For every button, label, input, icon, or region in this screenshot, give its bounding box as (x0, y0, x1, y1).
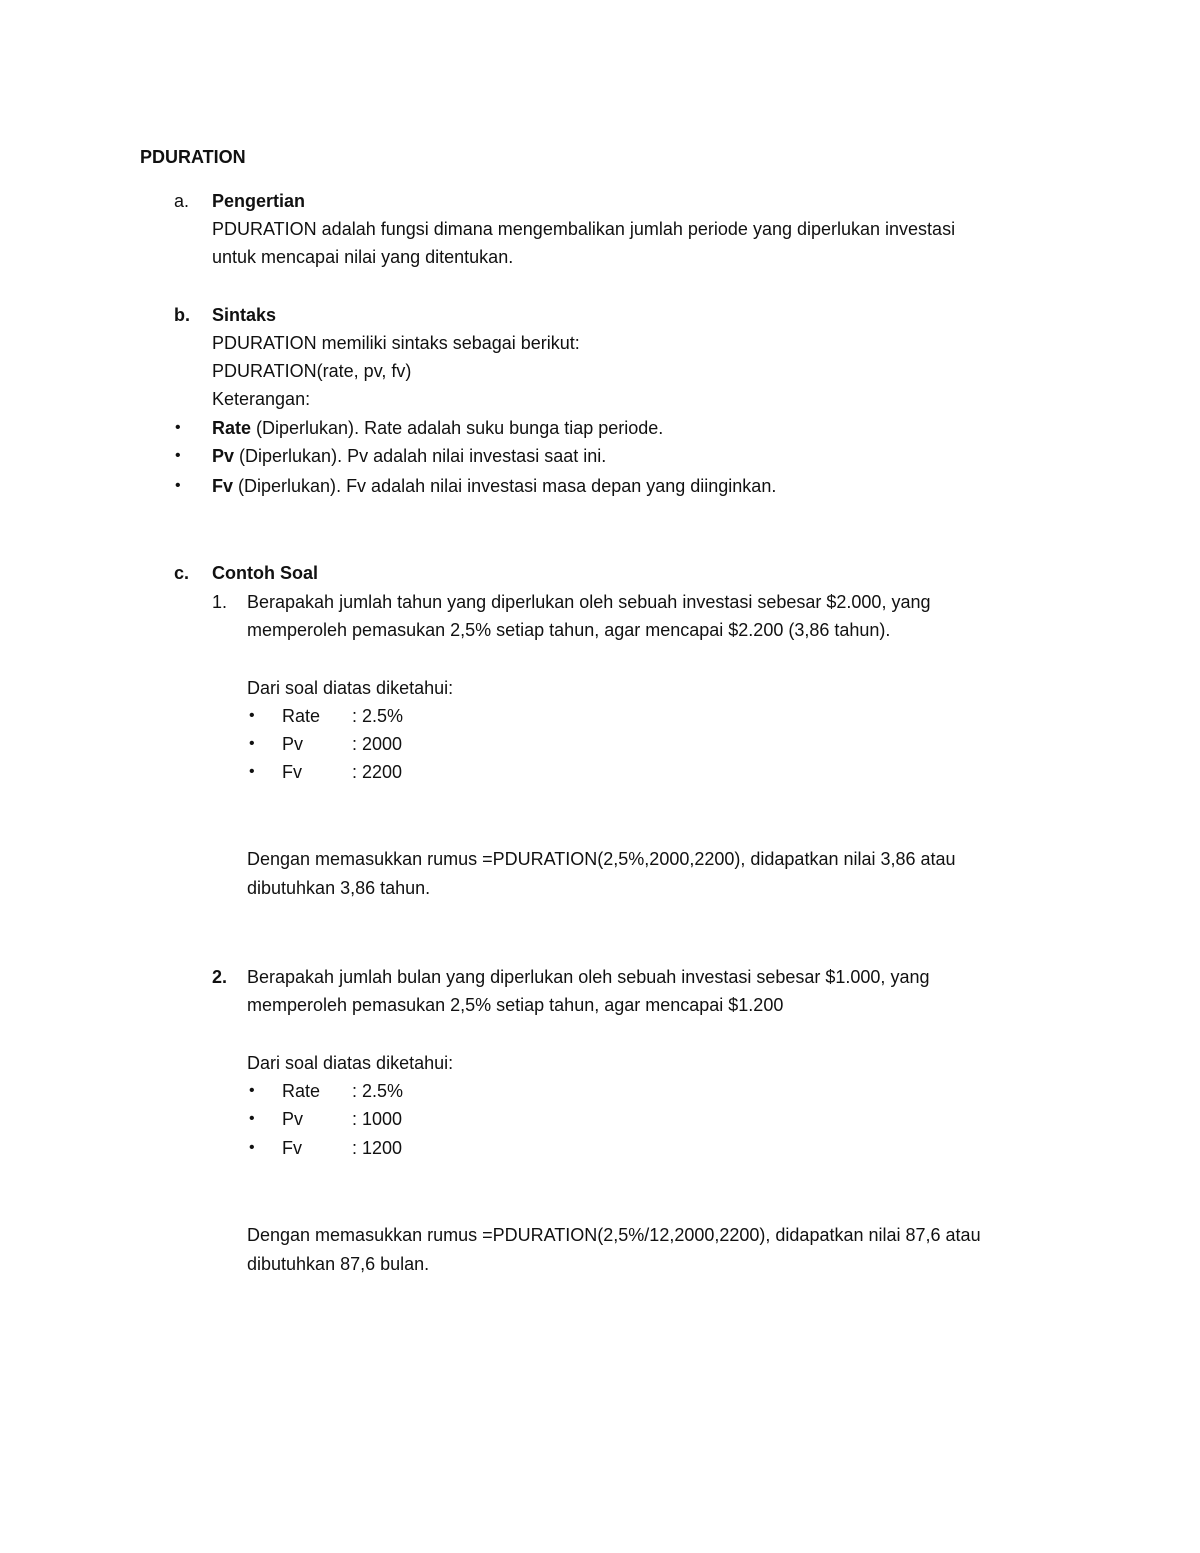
var-label: Pv (282, 1109, 304, 1129)
arg-term: Rate (212, 418, 252, 438)
arg-term: Fv (212, 476, 234, 496)
var-label: Fv (282, 1138, 302, 1158)
var-value: : 1200 (352, 1138, 403, 1158)
bullet-icon: • (249, 707, 255, 724)
example-1-question-line-2: memperoleh pemasukan 2,5% setiap tahun, agar mencapai $2.200 (3,86 tahun). (247, 620, 891, 640)
example-1-result-line-2: dibutuhkan 3,86 tahun. (247, 878, 431, 898)
arg-paren: (Diperlukan) (251, 418, 355, 438)
example-2-result-line-2: dibutuhkan 87,6 bulan. (247, 1254, 430, 1274)
arg-desc: . Fv adalah nilai investasi masa depan yang diinginkan. (336, 476, 777, 496)
arg-paren: (Diperlukan) (233, 476, 337, 496)
var-value: : 2200 (352, 762, 403, 782)
example-2-result-line-1: Dengan memasukkan rumus =PDURATION(2,5%/12,2000,2200), didapatkan nilai 87,6 atau (247, 1225, 981, 1245)
var-label: Fv (282, 762, 302, 782)
bullet-icon: • (249, 1082, 255, 1099)
var-label: Pv (282, 734, 304, 754)
doc-title: PDURATION (140, 147, 246, 167)
section-b-marker: b. (174, 305, 190, 325)
var-label: Rate (282, 1081, 321, 1101)
example-1-question-line-1: Berapakah jumlah tahun yang diperlukan oleh sebuah investasi sebesar $2.000, yang (247, 592, 931, 612)
var-value: : 2000 (352, 734, 403, 754)
section-c-heading: Contoh Soal (212, 563, 318, 583)
arg-desc: . Pv adalah nilai investasi saat ini. (337, 446, 607, 466)
bullet-icon: • (175, 477, 181, 494)
syntax-formula: PDURATION(rate, pv, fv) (212, 361, 412, 381)
definition-line-2: untuk mencapai nilai yang ditentukan. (212, 247, 514, 267)
arg-paren: (Diperlukan) (234, 446, 338, 466)
section-a-marker: a. (174, 191, 190, 211)
example-2-known-label: Dari soal diatas diketahui: (247, 1053, 454, 1073)
example-2-question-line-2: memperoleh pemasukan 2,5% setiap tahun, agar mencapai $1.200 (247, 995, 784, 1015)
var-value: : 2.5% (352, 706, 404, 726)
arg-pv-item (212, 446, 606, 466)
section-c-marker: c. (174, 563, 190, 583)
definition-line-1: PDURATION adalah fungsi dimana mengembalikan jumlah periode yang diperlukan investasi (212, 219, 956, 239)
bullet-icon: • (249, 1110, 255, 1127)
example-1-known-label: Dari soal diatas diketahui: (247, 678, 454, 698)
arg-fv-item (212, 476, 776, 496)
bullet-icon: • (249, 735, 255, 752)
bullet-icon: • (249, 763, 255, 780)
var-value: : 2.5% (352, 1081, 404, 1101)
example-2-number: 2. (212, 967, 228, 987)
var-value: : 1000 (352, 1109, 403, 1129)
section-b-heading: Sintaks (212, 305, 277, 325)
keterangan-label: Keterangan: (212, 389, 311, 409)
arg-desc: . Rate adalah suku bunga tiap periode. (354, 418, 664, 438)
arg-rate-item (212, 418, 663, 438)
example-1-number: 1. (212, 592, 228, 612)
arg-term: Pv (212, 446, 235, 466)
syntax-intro: PDURATION memiliki sintaks sebagai berikut: (212, 333, 580, 353)
example-2-question-line-1: Berapakah jumlah bulan yang diperlukan oleh sebuah investasi sebesar $1.000, yang (247, 967, 930, 987)
bullet-icon: • (175, 447, 181, 464)
bullet-icon: • (249, 1139, 255, 1156)
bullet-icon: • (175, 419, 181, 436)
var-label: Rate (282, 706, 321, 726)
example-1-result-line-1: Dengan memasukkan rumus =PDURATION(2,5%,2000,2200), didapatkan nilai 3,86 atau (247, 849, 956, 869)
section-a-heading: Pengertian (212, 191, 306, 211)
